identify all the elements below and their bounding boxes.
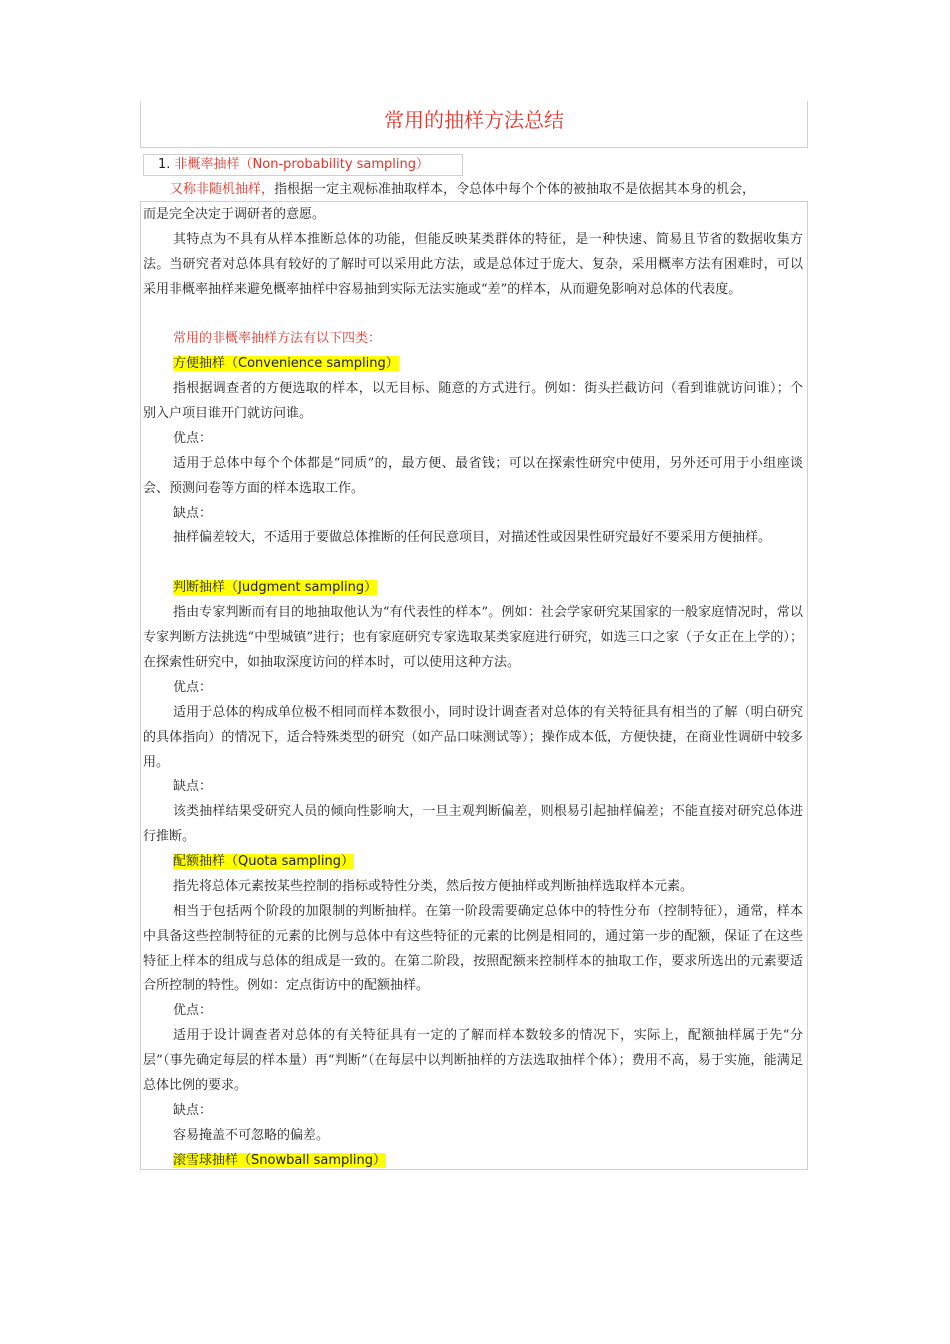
section-number: 1. (158, 157, 171, 172)
section-heading (143, 154, 463, 176)
intro-rest: 指根据一定主观标准抽取样本，令总体中每个个体的被抽取不是依据其本身的机会， (274, 182, 756, 197)
judgment-cons: 该类抽样结果受研究人员的倾向性影响大，一旦主观判断偏差，则根易引起抽样偏差；不能直接对研究总体进行推断。 (143, 804, 803, 844)
convenience-definition: 指根据调查者的方便选取的样本，以无目标、随意的方式进行。例如：街头拦截访问（看到谁就访问谁）；个别入户项目谁开门就访问谁。 (143, 381, 803, 421)
quota-heading-line (143, 850, 803, 875)
quota-pros: 适用于设计调查者对总体的有关特征具有一定的了解而样本数较多的情况下，实际上，配额抽样属于先“分层”（事先确定每层的样本量）再“判断”（在每层中以判断抽样的方法选取抽样个体）；费用不高，易于实施，能满足总体比例的要求。 (143, 1028, 803, 1093)
convenience-heading-line (143, 352, 803, 377)
convenience-pros: 适用于总体中每个个体都是“同质”的，最方便、最省钱；可以在探索性研究中使用，另外还可用于小组座谈会、预测问卷等方面的样本选取工作。 (143, 456, 803, 496)
convenience-pros-label: 优点： (173, 431, 213, 446)
convenience-cons-label: 缺点： (173, 506, 213, 521)
quota-pros-label: 优点： (173, 1003, 213, 1018)
section-label: 非概率抽样（Non-probability sampling） (174, 157, 430, 172)
features-paragraph: 其特点为不具有从样本推断总体的功能，但能反映某类群体的特征，是一种快速、简易且节省的数据收集方法。当研究者对总体具有较好的了解时可以采用此方法，或是总体过于庞大、复杂，采用概率方法有困难时，可以采用非概率抽样来避免概率抽样中容易抽到实际无法实施或“差”的样本，从而避免影响对总体的代表度。 (143, 232, 803, 297)
snowball-heading-line (143, 1149, 803, 1174)
judgment-heading-line (143, 576, 803, 601)
quota-heading: 配额抽样（Quota sampling） (173, 854, 354, 869)
title-box (140, 101, 808, 148)
intro-continuation: 而是完全决定于调研者的意愿。 (143, 207, 326, 222)
convenience-heading: 方便抽样（Convenience sampling） (173, 356, 399, 371)
quota-cons: 容易掩盖不可忽略的偏差。 (173, 1128, 330, 1143)
page-title: 常用的抽样方法总结 (384, 108, 564, 132)
quota-definition: 指先将总体元素按某些控制的指标或特性分类，然后按方便抽样或判断抽样选取样本元素。 (173, 879, 694, 894)
quota-detail: 相当于包括两个阶段的加限制的判断抽样。在第一阶段需要确定总体中的特性分布（控制特征），通常，样本中具备这些控制特征的元素的比例与总体中有这些特征的元素的比例是相同的，通过第一步的配额，保证了在这些特征上样本的组成与总体的组成是一致的。在第二阶段，按照配额来控制样本的抽取工作，要求所选出的元素要适合所控制的特性。例如：定点街访中的配额抽样。 (143, 904, 803, 994)
snowball-heading: 滚雪球抽样（Snowball sampling） (173, 1153, 387, 1168)
judgment-definition: 指由专家判断而有目的地抽取他认为“有代表性的样本”。例如：社会学家研究某国家的一般家庭情况时，常以专家判断方法挑选“中型城镇”进行；也有家庭研究专家选取某类家庭进行研究，如选三口之家（子女正在上学的）；在探索性研究中，如抽取深度访问的样本时，可以使用这种方法。 (143, 605, 803, 670)
intro-line (170, 178, 810, 202)
judgment-pros: 适用于总体的构成单位极不相同而样本数很小，同时设计调查者对总体的有关特征具有相当的了解（明白研究的具体指向）的情况下，适合特殊类型的研究（如产品口味测试等）；操作成本低，方便快捷，在商业性调研中较多用。 (143, 705, 803, 770)
judgment-cons-label: 缺点： (173, 779, 213, 794)
quota-cons-label: 缺点： (173, 1103, 213, 1118)
convenience-cons: 抽样偏差较大，不适用于要做总体推断的任何民意项目，对描述性或因果性研究最好不要采用方便抽样。 (173, 530, 772, 545)
judgment-pros-label: 优点： (173, 680, 213, 695)
four-types-line: 常用的非概率抽样方法有以下四类： (173, 331, 382, 346)
judgment-heading: 判断抽样（Judgment sampling） (173, 580, 378, 595)
intro-lead: 又称非随机抽样， (170, 182, 275, 197)
